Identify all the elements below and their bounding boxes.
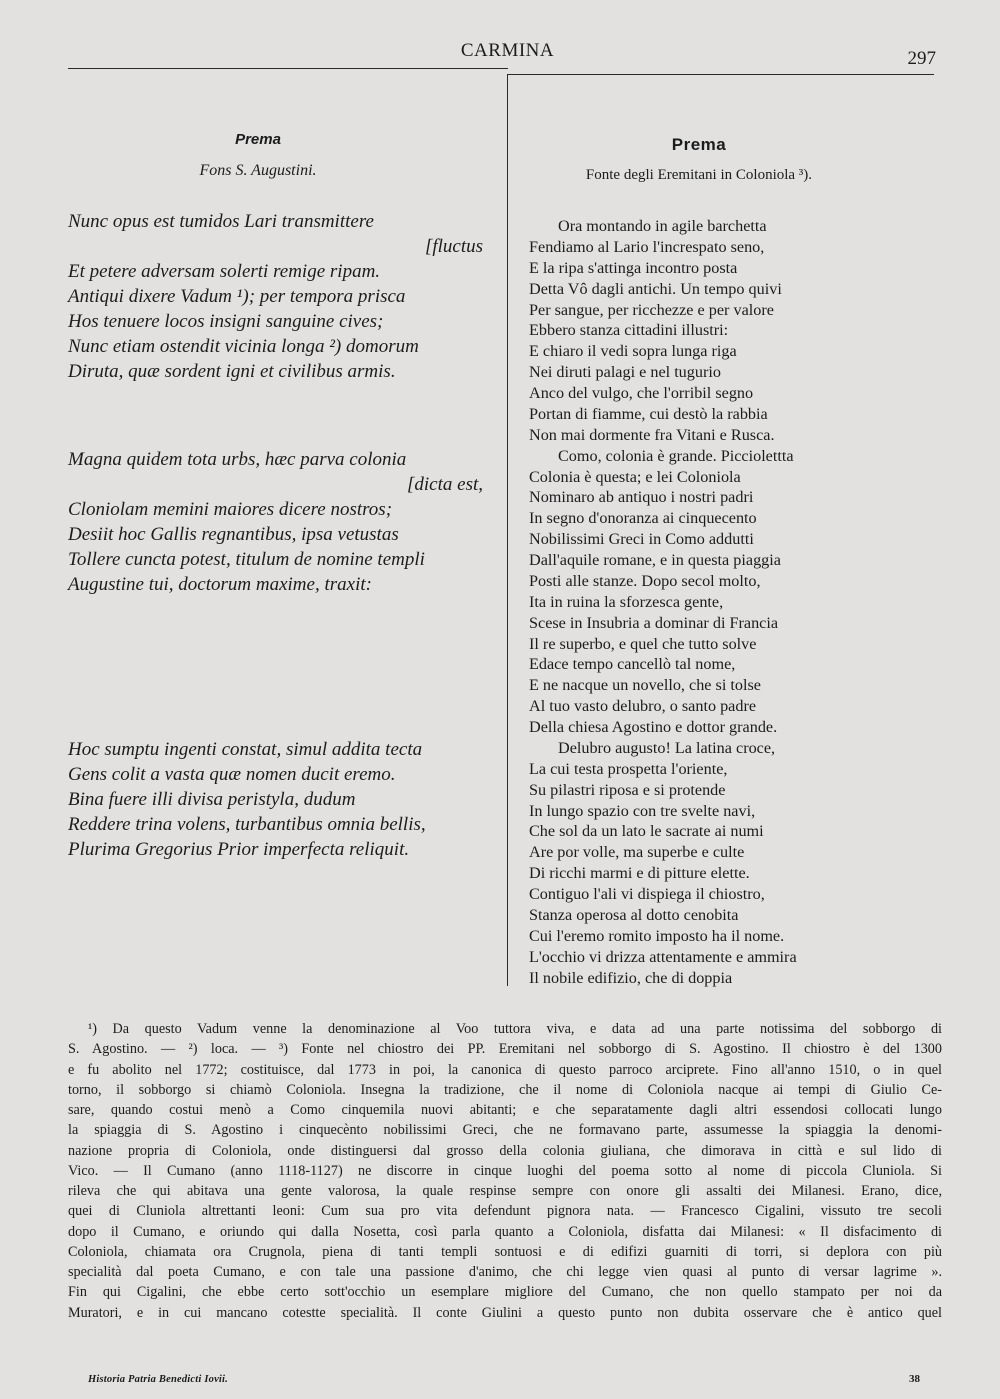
italian-verse-line: Di ricchi marmi e di pitture elette. <box>529 864 750 883</box>
running-title: CARMINA <box>460 40 555 61</box>
italian-verse-line: Ebbero stanza cittadini illustri: <box>529 321 729 340</box>
footnote-line: S. Agostino. — ²) loca. — ³) Fonte nel chiostro dei PP. Eremitani nel sobborgo di S. Agostino. Il chiostro è del 1300 <box>68 1041 942 1058</box>
latin-verse-line: Hos tenuere locos insigni sanguine cives; <box>68 311 384 332</box>
footnote-line: Muratori, e in cui mancano cotestte specialità. Il conte Giulini a questo punto non dubita osservare che è antico quel <box>68 1304 942 1321</box>
signature-line: Historia Patria Benedicti Iovii. <box>88 1374 228 1385</box>
italian-verse-line: Nobilissimi Greci in Como addutti <box>529 530 754 549</box>
latin-verse-line: Gens colit a vasta quæ nomen ducit eremo. <box>68 764 396 785</box>
latin-verse-continuation: [dicta est, <box>407 474 483 495</box>
italian-verse-line: Anco del vulgo, che l'orribil segno <box>529 384 754 402</box>
latin-verse-line: Et petere adversam solerti remige ripam. <box>68 261 381 282</box>
italian-verse-line: Per sangue, per ricchezze e per valore <box>529 300 774 319</box>
header-rule-left <box>68 68 508 69</box>
latin-subtitle: Fons S. Augustini. <box>199 162 317 179</box>
italian-verse-line: Nei diruti palagi e nel tugurio <box>529 363 721 382</box>
italian-verse-line: Fendiamo al Lario l'increspato seno, <box>529 237 765 256</box>
italian-verse-line: Portan di fiamme, cui destò la rabbia <box>529 404 768 423</box>
footnotes <box>68 1019 942 1323</box>
latin-verse-line: Tollere cuncta potest, titulum de nomine templi <box>68 549 425 570</box>
italian-verse-line: Nominaro ab antiquo i nostri padri <box>529 488 754 507</box>
footnote-line: la spiaggia di S. Agostino i cinquecènto nobilissimi Greci, che ne formavano parte, assumesse la spiaggia la denomi- <box>68 1122 942 1139</box>
italian-verse-line: La cui testa prospetta l'oriente, <box>529 759 728 778</box>
latin-stanza <box>68 737 488 862</box>
footnote-line: Vico. — Il Cumano (anno 1118-1127) ne discorre in cinque luoghi del poema sotto al nome di piccola Cluniola. Si <box>68 1162 942 1179</box>
latin-stanza <box>68 447 488 597</box>
footnote-line: e fu abolito nel 1772; costituisce, dal 1773 in poi, la canonica di questo parroco arciprete. Fino all'anno 1510, o in quel <box>68 1061 942 1078</box>
latin-verse-line: Nunc etiam ostendit vicinia longa ²) domorum <box>68 336 419 357</box>
footnote-line: dopo il Cumano, e oriundo qui dalla Nosetta, così parla quanto a Coloniola, disfatta dai Milanesi: « Il disfacimento di <box>68 1223 942 1240</box>
signature-number: 38 <box>909 1373 920 1385</box>
italian-verse <box>529 216 949 988</box>
italian-verse-line: In segno d'onoranza ai cinquecento <box>529 509 757 528</box>
latin-verse-line: Diruta, quæ sordent igni et civilibus armis. <box>68 361 396 382</box>
latin-verse-line: Desiit hoc Gallis regnantibus, ipsa vetustas <box>68 524 399 545</box>
column-divider <box>507 74 508 986</box>
italian-heading: Prema <box>671 135 727 154</box>
footnote-line: rileva che qui abitava una gente valorosa, la quale respinse sempre con onore gli assalti dei Milanesi. Erano, dice, <box>68 1183 942 1199</box>
italian-subtitle: Fonte degli Eremitani in Coloniola ³). <box>585 167 813 183</box>
page-number: 297 <box>907 48 936 69</box>
italian-verse-line: Scese in Insubria a dominar di Francia <box>529 613 779 632</box>
italian-verse-line: E la ripa s'attinga incontro posta <box>529 258 738 277</box>
italian-verse-line: Su pilastri riposa e si protende <box>529 780 726 799</box>
italian-verse-line: Il re superbo, e quel che tutto solve <box>529 634 757 653</box>
latin-verse-line: Augustine tui, doctorum maxime, traxit: <box>68 574 372 595</box>
italian-verse-line: Contiguo l'ali vi dispiega il chiostro, <box>529 885 765 903</box>
italian-verse-line: Che sol da un lato le sacrate ai numi <box>529 822 764 841</box>
latin-stanza <box>68 209 488 384</box>
italian-verse-line: E chiaro il vedi sopra lunga riga <box>529 342 737 361</box>
italian-verse-line: Stanza operosa al dotto cenobita <box>529 905 739 924</box>
italian-verse-line: Della chiesa Agostino e dottor grande. <box>529 718 778 736</box>
italian-verse-line: Detta Vô dagli antichi. Un tempo quivi <box>529 279 782 298</box>
latin-heading: Prema <box>235 131 281 148</box>
header-rule-right <box>508 74 934 75</box>
footnote-line: ¹) Da questo Vadum venne la denominazione al Voo tuttora viva, e data ad una parte notissima del sobborgo di <box>88 1021 942 1037</box>
latin-verse-line: Plurima Gregorius Prior imperfecta reliquit. <box>68 839 410 860</box>
italian-verse-line: Posti alle stanze. Dopo secol molto, <box>529 571 761 590</box>
footnote-line: quei di Cluniola altrettanti leoni: Cum sua pro vita defendunt pignora nata. — Francesco Cigalini, vissuto tre secoli <box>68 1203 942 1220</box>
latin-verse-line: Bina fuere illi divisa peristyla, dudum <box>68 789 356 810</box>
italian-verse-line: Non mai dormente fra Vitani e Rusca. <box>529 425 775 444</box>
italian-verse-line: Delubro augusto! La latina croce, <box>558 738 776 757</box>
italian-verse-line: In lungo spazio con tre svelte navi, <box>529 801 756 820</box>
italian-verse-line: Are por volle, ma superbe e culte <box>529 843 745 862</box>
italian-verse-line: Cui l'eremo romito imposto ha il nome. <box>529 926 785 945</box>
latin-verse-line: Reddere trina volens, turbantibus omnia bellis, <box>68 814 426 835</box>
footnote-line: Fin qui Cigalini, che ebbe certo sott'occhio un esemplare migliore del Cumano, che non quello stampato per noi da <box>68 1284 942 1301</box>
italian-verse-line: Il nobile edifizio, che di doppia <box>529 968 733 987</box>
italian-verse-line: Colonia è questa; e lei Coloniola <box>529 467 741 486</box>
footnote-line: torno, il sobborgo si chiamò Coloniola. Insegna la tradizione, che il nome di Coloniola nacque ai tempi di Giulio Ce- <box>68 1081 942 1098</box>
footnote-line: sare, quando costui menò a Como cinquemila nuovi abitanti; e che separatamente dagli altri essendosi collocati lungo <box>68 1102 942 1118</box>
footnote-line: nazione propria di Coloniola, onde distinguersi dal grosso della colonia giuliana, che dimorava in città e sul lido di <box>68 1142 942 1159</box>
latin-verse-line: Nunc opus est tumidos Lari transmittere <box>68 211 374 232</box>
italian-verse-line: Ita in ruina la sforzesca gente, <box>529 592 724 611</box>
italian-verse-line: Como, colonia è grande. Picciolettta <box>558 446 794 465</box>
italian-verse-line: E ne nacque un novello, che si tolse <box>529 676 761 695</box>
latin-verse-continuation: [fluctus <box>424 236 483 257</box>
latin-verse-line: Antiqui dixere Vadum ¹); per tempora prisca <box>68 286 406 307</box>
italian-verse-line: Dall'aquile romane, e in questa piaggia <box>529 551 781 569</box>
italian-verse-line: Al tuo vasto delubro, o santo padre <box>529 697 757 716</box>
footnote-line: specialità dal poeta Cumano, e con tale una passione d'animo, che chi legge vien quasi al punto di versar lagrime ». <box>68 1264 942 1280</box>
latin-verse-line: Hoc sumptu ingenti constat, simul addita tecta <box>68 739 423 760</box>
italian-verse-line: Edace tempo cancellò tal nome, <box>529 655 736 674</box>
italian-verse-line: Ora montando in agile barchetta <box>558 217 767 235</box>
latin-verse-line: Cloniolam memini maiores dicere nostros; <box>68 499 393 520</box>
footnote-line: Coloniola, chiamata ora Crugnola, piena di tanti templi sontuosi e di edifizi guarniti di torri, si deplora con più <box>68 1243 942 1260</box>
latin-verse-line: Magna quidem tota urbs, hæc parva colonia <box>68 449 407 470</box>
italian-verse-line: L'occhio vi drizza attentamente e ammira <box>529 947 797 966</box>
